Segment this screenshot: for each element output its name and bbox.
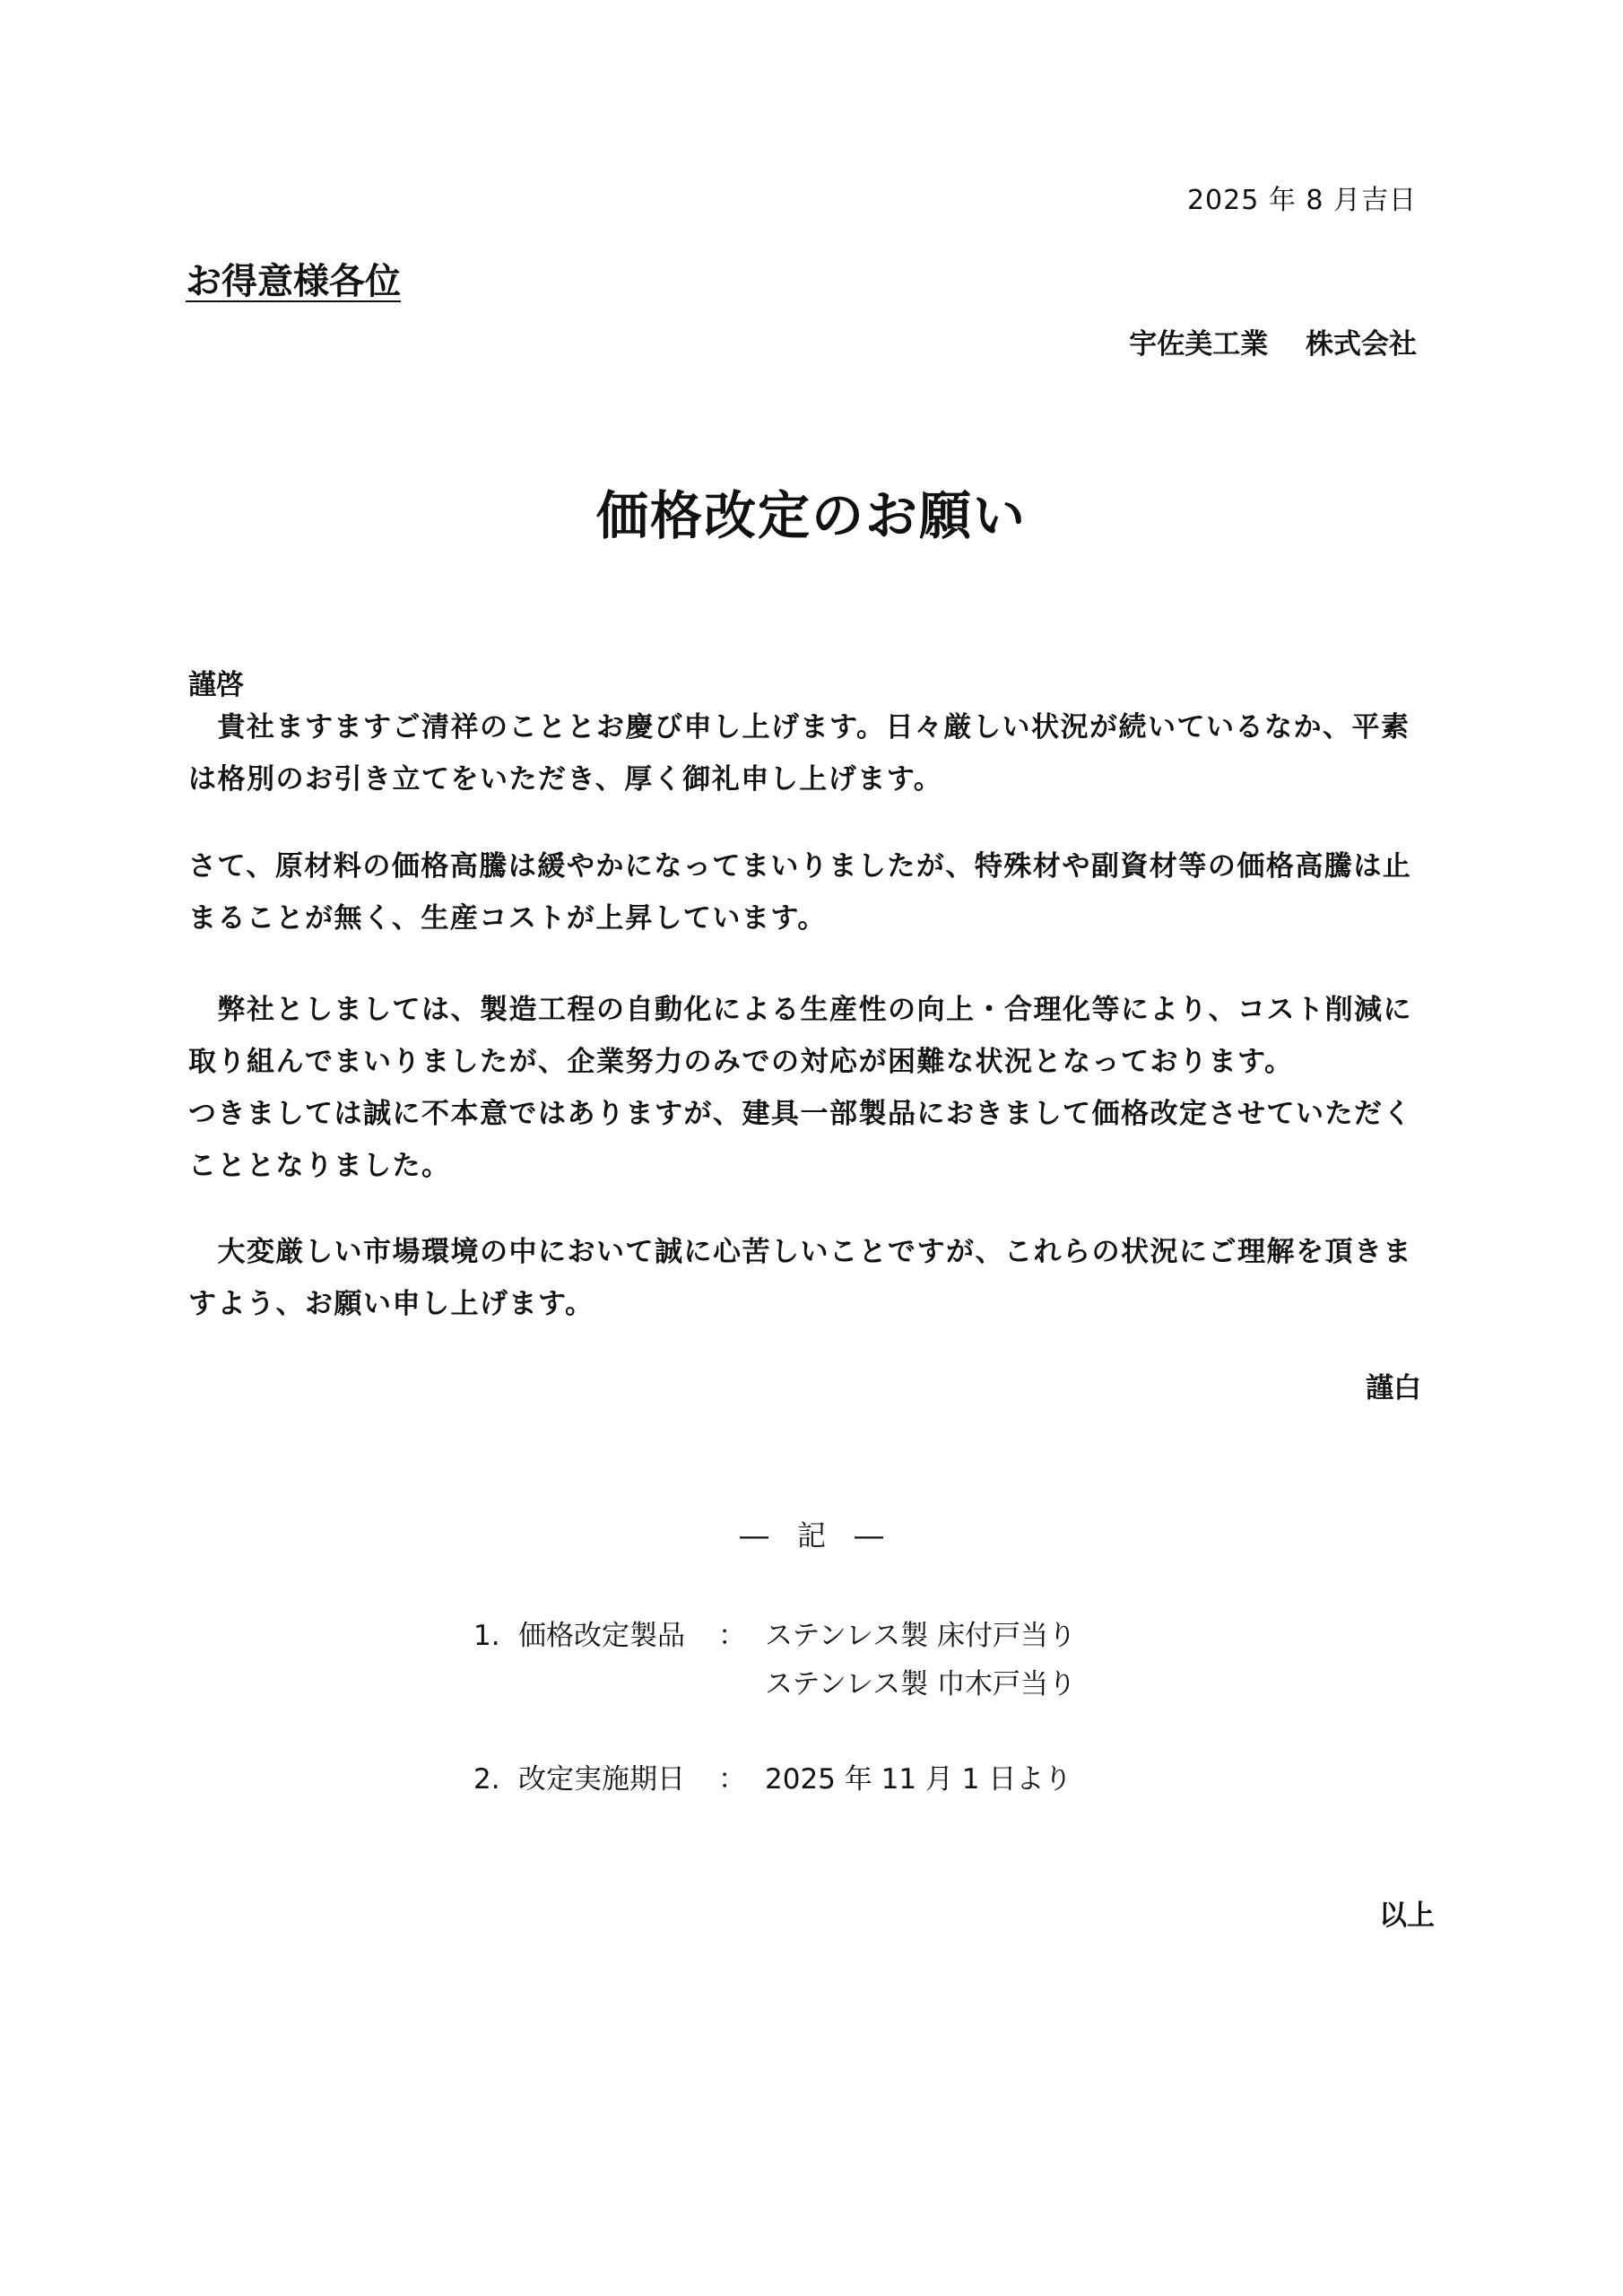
item-label: 価格改定製品	[518, 1620, 685, 1652]
paragraph-background	[188, 840, 1426, 944]
item-values	[765, 1612, 1076, 1709]
closing-salutation: 謹白	[1366, 1372, 1421, 1405]
detail-item-effective-date	[473, 1755, 1076, 1804]
paragraph-text: つきましては誠に不本意ではありますが、建具一部製品におきまして価格改定させていただくこととなりました。	[188, 1098, 1412, 1182]
paragraph-efforts	[188, 984, 1426, 1192]
detail-item-products	[473, 1612, 1076, 1709]
item-value: ステンレス製 巾木戸当り	[765, 1668, 1076, 1700]
paragraph-text: 弊社としましては、製造工程の自動化による生産性の向上・合理化等により、コスト削減に取り組んでまいりましたが、企業努力のみでの対応が困難な状況となっております。	[188, 994, 1412, 1078]
document-date: 2025 年 8 月吉日	[1186, 185, 1417, 216]
item-number: 1.	[473, 1620, 500, 1652]
details-list	[473, 1612, 1076, 1850]
paragraph-greeting	[188, 701, 1426, 805]
sender-company: 宇佐美工業 株式会社	[1129, 328, 1417, 361]
ki-heading: ― 記 ―	[739, 1518, 883, 1552]
item-colon: ：	[718, 1763, 746, 1796]
recipient-line: お得意様各位	[186, 261, 401, 302]
item-value: ステンレス製 床付戸当り	[765, 1620, 1076, 1652]
opening-salutation: 謹啓	[188, 669, 244, 701]
paragraph-text: 貴社ますますご清祥のこととお慶び申し上げます。日々厳しい状況が続いているなか、平素は格別のお引き立てをいただき、厚く御礼申し上げます。	[188, 711, 1410, 796]
item-colon: ：	[718, 1620, 746, 1652]
end-mark: 以上	[1379, 1900, 1435, 1932]
item-label: 改定実施期日	[518, 1763, 685, 1796]
paragraph-text: さて、原材料の価格高騰は緩やかになってまいりましたが、特殊材や副資材等の価格高騰は止まることが無く、生産コストが上昇しています。	[188, 850, 1412, 935]
item-number: 2.	[473, 1763, 500, 1796]
paragraph-request	[188, 1226, 1426, 1330]
item-values	[765, 1755, 1072, 1804]
paragraph-text: 大変厳しい市場環境の中において誠に心苦しいことですが、これらの状況にご理解を頂きますよう、お願い申し上げます。	[188, 1236, 1412, 1320]
item-value: 2025 年 11 月 1 日より	[765, 1763, 1072, 1796]
document-title: 価格改定のお願い	[595, 485, 1027, 546]
